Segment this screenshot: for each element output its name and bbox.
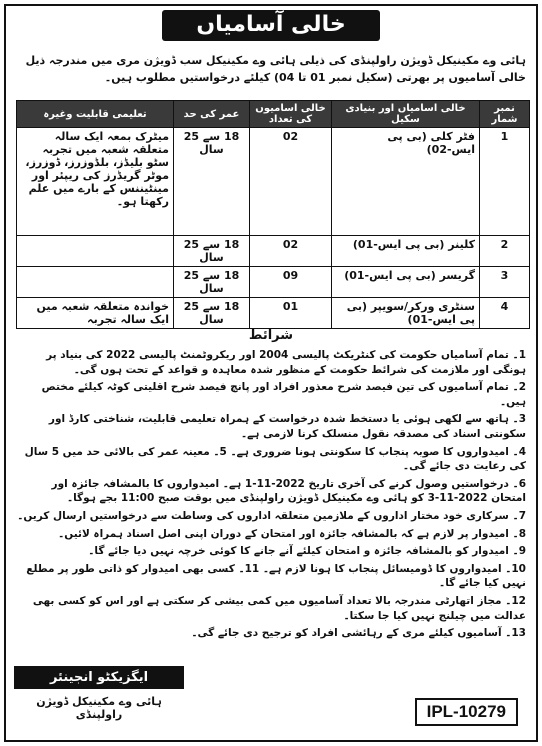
condition-item: 10۔ امیدواروں کا ڈومیسائل پنجاب کا ہونا لازم ہے۔ 11۔ کسی بھی امیدوار کو ذاتی طور پر مطلع نہیں کیا جائے گا۔ [26, 562, 526, 590]
footer [14, 666, 528, 734]
cell-post: کلینر (بی پی ایس-01) [332, 236, 480, 267]
cell-post: فٹر کلی (بی پی ایس-02) [332, 128, 480, 236]
header-serial: نمبر شمار [480, 101, 530, 128]
cell-post: گریسر (بی پی ایس-01) [332, 267, 480, 298]
cell-age: 18 سے 25 سال [174, 128, 250, 236]
cell-vacancies: 02 [250, 236, 332, 267]
cell-vacancies: 09 [250, 267, 332, 298]
table-row [17, 236, 530, 267]
signatory-block [14, 666, 184, 721]
condition-item: 3۔ ہاتھ سے لکھی ہوئی یا دستخط شدہ درخواست کے ہمراہ تعلیمی قابلیت، شناختی کارڈ اور سکونتی اسناد کی مصدقہ نقول منسلک کرنا لازمی ہے۔ [48, 413, 526, 440]
intro-paragraph: ہائی وے مکینیکل ڈویژن راولپنڈی کی ذیلی ہائی وے مکینیکل سب ڈویژن مری میں مندرجہ ذیل خالی آسامیوں پر بھرتی (سکیل نمبر 01 تا 04) کیلئے درخواستیں مطلوب ہیں۔ [25, 54, 526, 84]
condition-item: 6۔ درخواستیں وصول کرنے کی آخری تاریخ 2022-11-1 ہے۔ امیدواروں کا بالمشافہ جائزہ اور امتحان 2022-11-3 کو ہائی وے مکینیکل ڈویژن راولپنڈی میں بوقت صبح 11:00 بجے ہوگا۔ [51, 477, 526, 505]
cell-vacancies: 02 [250, 128, 332, 236]
header-post: خالی اسامیاں اور بنیادی سکیل [332, 101, 480, 128]
reference-number: IPL-10279 [415, 698, 518, 726]
cell-serial: 3 [480, 267, 530, 298]
table-row [17, 267, 530, 298]
condition-item: 7۔ سرکاری خود مختار اداروں کے ملازمین متعلقہ اداروں کی وساطت سے درخواستیں ارسال کریں۔ [17, 509, 526, 522]
advertisement-page [4, 4, 538, 742]
header-qualification: تعلیمی قابلیت وغیرہ [17, 101, 174, 128]
table-row [17, 128, 530, 236]
condition-item: 8۔ امیدوار پر لازم ہے کہ بالمشافہ جائزہ اور امتحان کے دوران اپنی اصل اسناد ہمراہ لائیں۔ [58, 527, 526, 540]
cell-age: 18 سے 25 سال [174, 267, 250, 298]
cell-qualification: خواندہ متعلقہ شعبہ میں ایک سالہ تجربہ [17, 298, 174, 329]
vacancies-table [16, 100, 530, 329]
cell-age: 18 سے 25 سال [174, 236, 250, 267]
cell-post: سنٹری ورکر/سویپر (بی پی ایس-01) [332, 298, 480, 329]
title-banner [6, 10, 536, 41]
condition-item: 1۔ تمام آسامیاں حکومت کی کنٹریکٹ پالیسی 2004 اور ریکروٹمنٹ پالیسی 2022 کی بنیاد پر ہونگی اور ملازمت کی شرائط حکومت کے منظور شدہ معاہدہ و قواعد کے تحت ہوں گی۔ [46, 349, 526, 376]
header-vacancies: خالی اسامیوں کی تعداد [250, 101, 332, 128]
signatory-title: ایگزیکٹو انجینئر [14, 666, 184, 689]
conditions-heading: شرائط [248, 328, 294, 343]
cell-qualification: میٹرک بمعہ ایک سالہ متعلقہ شعبہ میں تجربہ سٹو بلیڈز، بلڈوزرز، ڈوزرز، موٹر گریڈرز کی ریپئر اور مینٹیننس کے بارے میں علم رکھتا ہو۔ [17, 128, 174, 236]
cell-qualification [17, 267, 174, 298]
condition-item: 9۔ امیدوار کو بالمشافہ جائزہ و امتحان کیلئے آنے جانے کا کوئی خرچہ نہیں دیا جائے گا۔ [88, 545, 526, 558]
condition-item: 12۔ مجاز اتھارٹی مندرجہ بالا تعداد آسامیوں میں کمی بیشی کر سکتی ہے اور اس کو کسی بھی عدالت میں چیلنج نہیں کیا جا سکتا۔ [32, 594, 526, 622]
table-header-row [17, 101, 530, 128]
cell-qualification [17, 236, 174, 267]
cell-serial: 1 [480, 128, 530, 236]
cell-serial: 2 [480, 236, 530, 267]
condition-item: 4۔ امیدواروں کا صوبہ پنجاب کا سکونتی ہونا ضروری ہے۔ 5۔ معینہ عمر کی بالائی حد میں 5 سال کی رعایت دی جائے گی۔ [24, 445, 526, 473]
cell-serial: 4 [480, 298, 530, 329]
conditions-list [16, 348, 526, 644]
page-title: خالی آسامیاں [162, 10, 379, 41]
signatory-office: ہائی وے مکینیکل ڈویژن راولپنڈی [36, 695, 162, 721]
condition-item: 2۔ تمام آسامیوں کی تین فیصد شرح معذور افراد اور پانچ فیصد شرح اقلیتی کوٹہ کیلئے مختص ہیں۔ [41, 381, 526, 408]
cell-age: 18 سے 25 سال [174, 298, 250, 329]
header-age: عمر کی حد [174, 101, 250, 128]
cell-vacancies: 01 [250, 298, 332, 329]
table-row [17, 298, 530, 329]
condition-item: 13۔ آسامیوں کیلئے مری کے رہائشی افراد کو ترجیح دی جائے گی۔ [191, 627, 526, 640]
